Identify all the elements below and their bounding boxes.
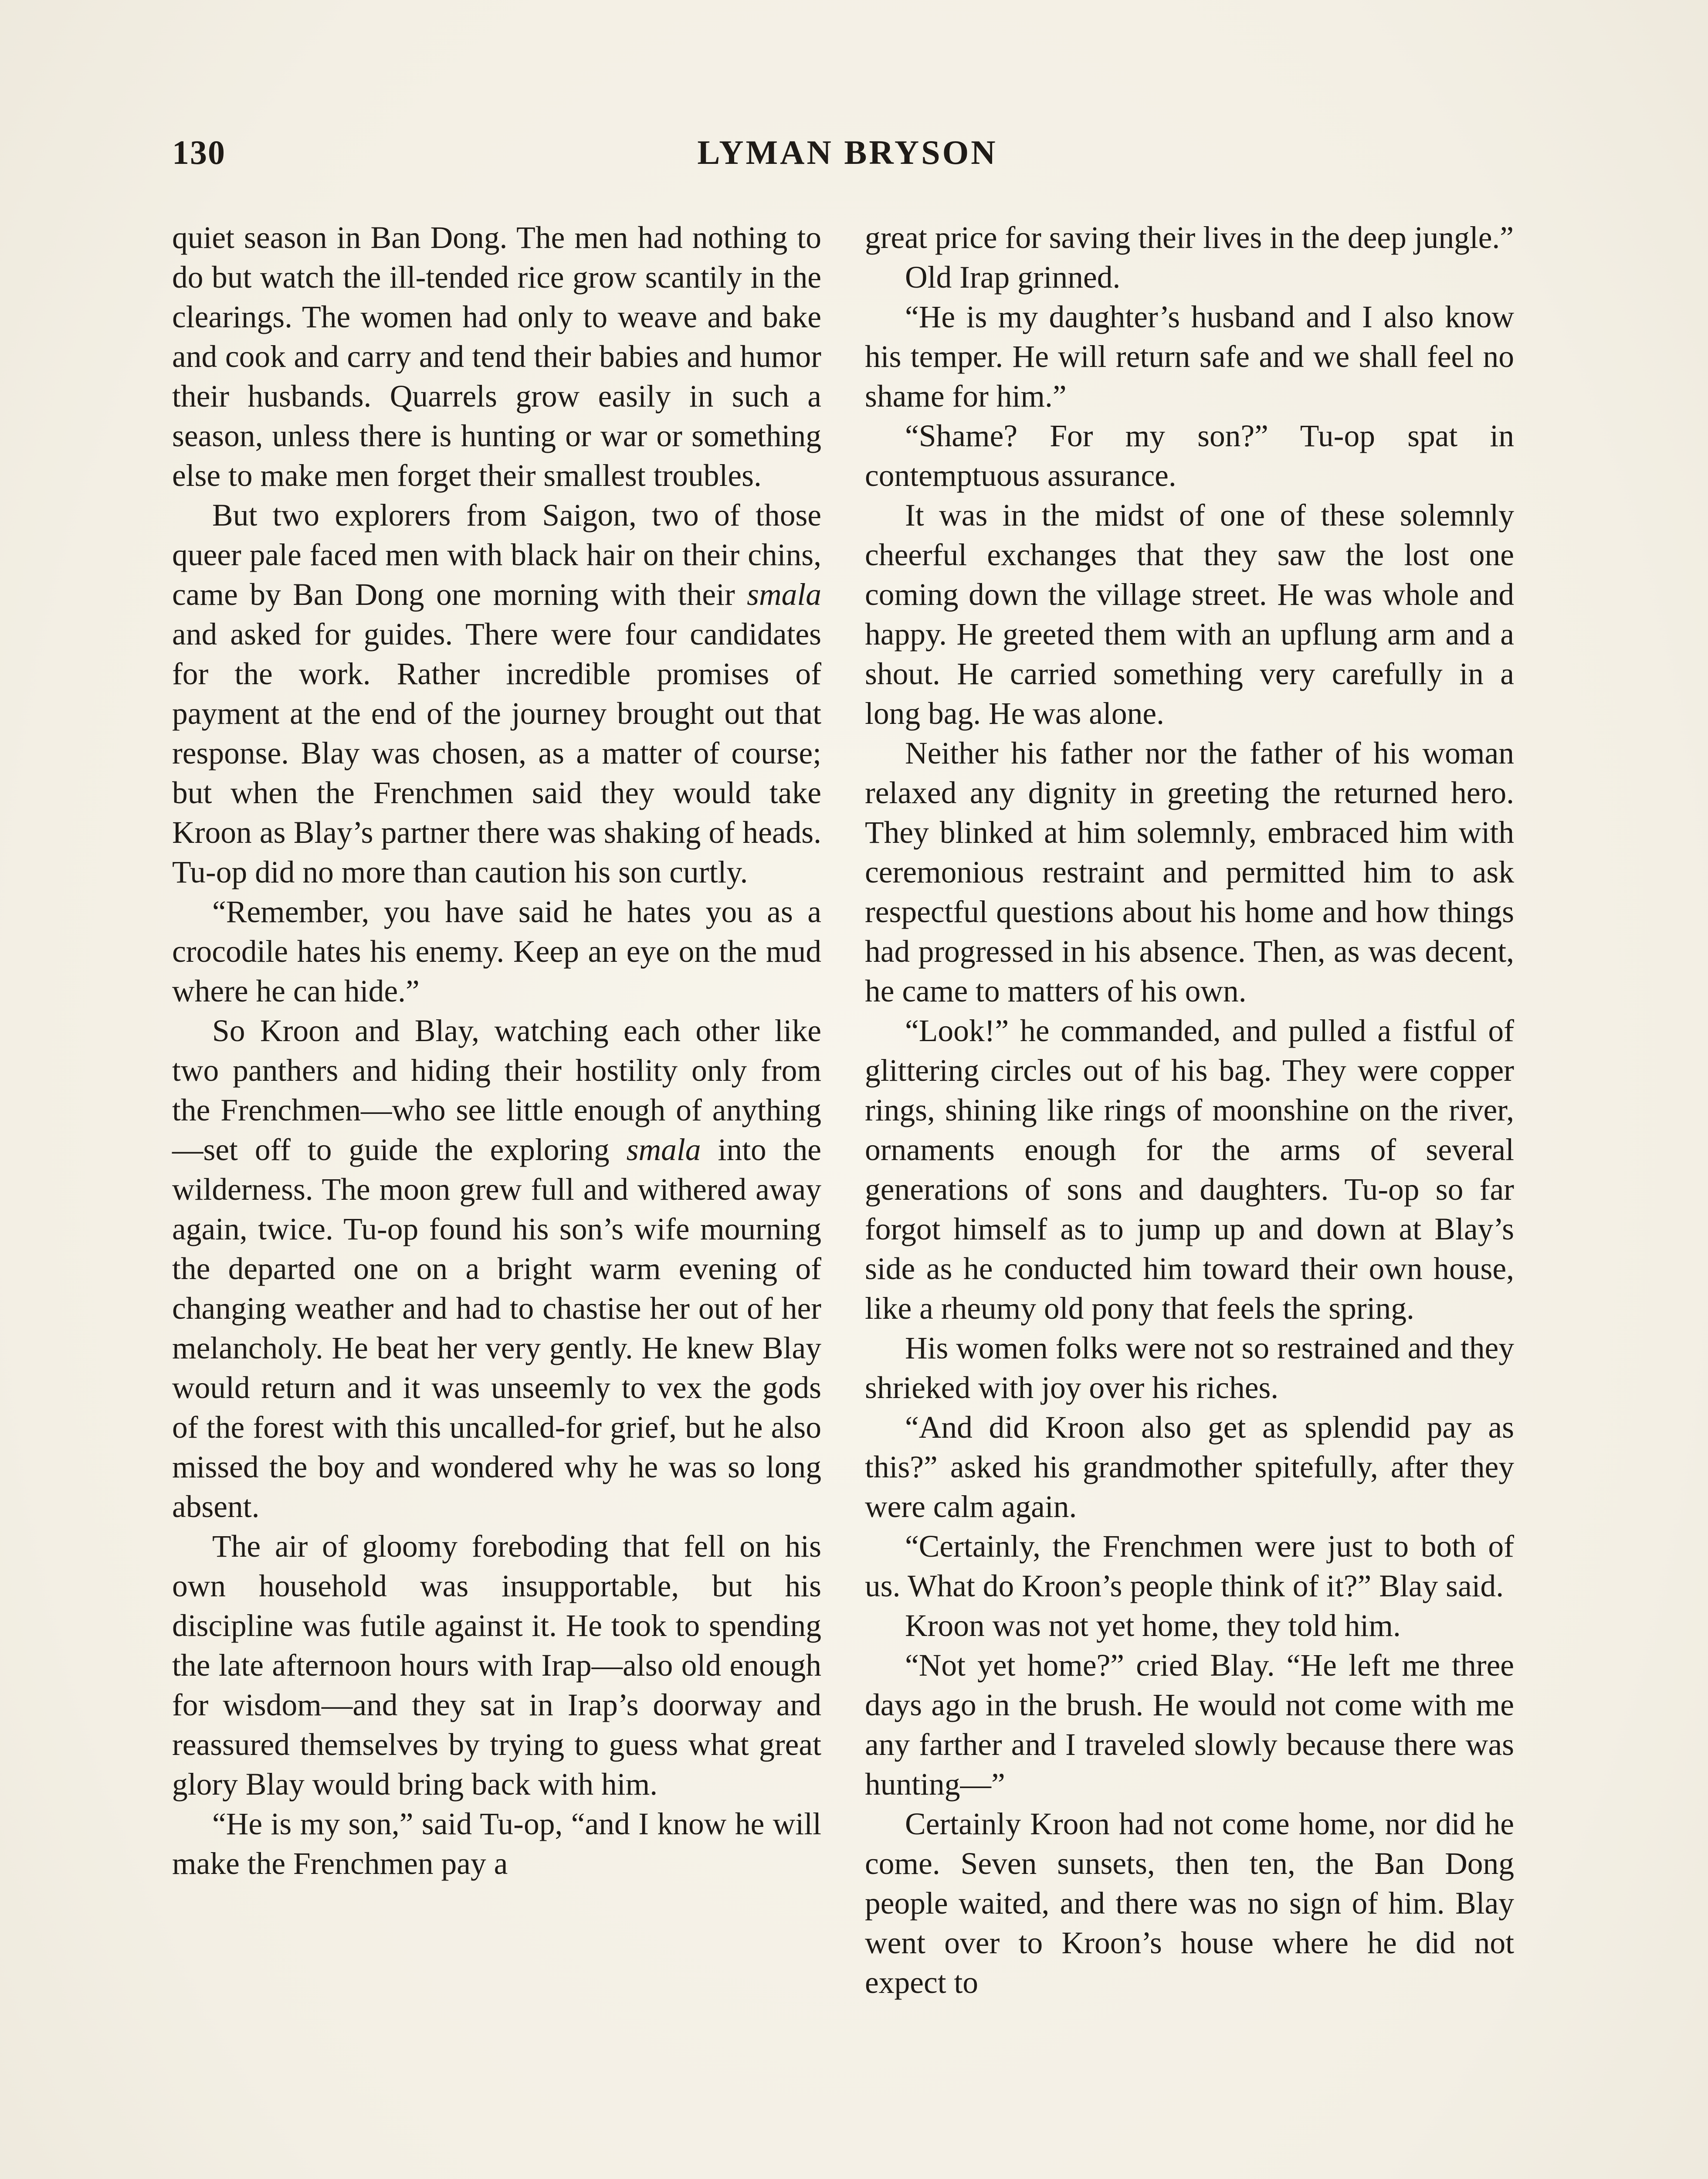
paragraph [172,1011,821,1527]
page-header [172,133,1523,176]
paragraph: great price for saving their lives in the deep jungle.” [865,221,1514,255]
paragraph: Kroon was not yet home, they told him. [905,1609,1401,1643]
paragraph: “Look!” he commanded, and pulled a fistful of glittering circles out of his bag. They were copper rings, shining like rings of moonshine on the river, ornaments enough for the arms of several generations of sons and daughters. Tu-op so far forgot himself as to jump up and down at Blay’s side as he conducted him toward their own house, like a rheumy old pony that feels the spring. [865,1014,1514,1326]
paragraph: “And did Kroon also get as splendid pay as this?” asked his grandmother spitefully, after they were calm again. [865,1410,1514,1524]
paragraph: “He is my daughter’s husband and I also know his temper. He will return safe and we shall feel no shame for him.” [865,300,1514,414]
page-number: 130 [172,133,226,171]
paragraph-text: So Kroon and Blay, watching each other like two panthers and hiding their hostility only from the Frenchmen—who see little enough of anything—set off to guide the exploring [172,1014,821,1167]
paragraph: The air of gloomy foreboding that fell on his own household was insupportable, but his discipline was futile against it. He took to spending the late afternoon hours with Irap—also old enough for wisdom—and they sat in Irap’s doorway and reassured themselves by trying to guess what great glory Blay would bring back with him. [172,1529,821,1802]
paragraph-text: and asked for guides. There were four candidates for the work. Rather incredible promises of payment at the end of the journey brought out that response. Blay was chosen, as a matter of course; but when the Frenchmen said they would take Kroon as Blay’s partner there was shaking of heads. Tu-op did no more than caution his son curtly. [172,617,821,889]
paragraph: “He is my son,” said Tu-op, “and I know he will make the Frenchmen pay a [172,1807,821,1881]
running-head: LYMAN BRYSON [697,133,998,171]
paragraph: His women folks were not so restrained and they shrieked with joy over his riches. [865,1331,1514,1405]
paragraph: “Certainly, the Frenchmen were just to both of us. What do Kroon’s people think of it?” Blay said. [865,1529,1514,1603]
paragraph: Certainly Kroon had not come home, nor did he come. Seven sunsets, then ten, the Ban Dong people waited, and there was no sign of him. Blay went over to Kroon’s house where he did not expect to [865,1807,1514,2000]
paragraph-text: But two explorers from Saigon, two of those queer pale faced men with black hair on their chins, came by Ban Dong one morning with their [172,498,821,612]
paragraph: Old Irap grinned. [905,260,1121,295]
paragraph: Neither his father nor the father of his woman relaxed any dignity in greeting the returned hero. They blinked at him solemnly, embraced him with ceremonious restraint and permitted him to ask respectful questions about his home and how things had progressed in his absence. Then, as was decent, he came to matters of his own. [865,736,1514,1008]
right-column [865,218,1514,2003]
paragraph: “Shame? For my son?” Tu-op spat in contemptuous assurance. [865,419,1514,493]
paragraph: “Remember, you have said he hates you as a crocodile hates his enemy. Keep an eye on the mud where he can hide.” [172,895,821,1008]
paragraph: “Not yet home?” cried Blay. “He left me three days ago in the brush. He would not come with me any farther and I traveled slowly because there was hunting—” [865,1648,1514,1802]
paragraph: It was in the midst of one of these solemnly cheerful exchanges that they saw the lost one coming down the village street. He was whole and happy. He greeted them with an upflung arm and a shout. He carried something very carefully in a long bag. He was alone. [865,498,1514,731]
italic-term: smala [747,577,821,612]
paragraph-text: into the wilderness. The moon grew full and withered away again, twice. Tu-op found his son’s wife mourning the departed one on a bright warm evening of changing weather and had to chastise her out of her melancholy. He beat her very gently. He knew Blay would return and it was unseemly to vex the gods of the forest with this uncalled-for grief, but he also missed the boy and wondered why he was so long absent. [172,1133,821,1524]
paragraph: quiet season in Ban Dong. The men had nothing to do but watch the ill-tended rice grow scantily in the clearings. The women had only to weave and bake and cook and carry and tend their babies and humor their husbands. Quarrels grow easily in such a season, unless there is hunting or war or something else to make men forget their smallest troubles. [172,221,821,493]
left-column [172,218,821,1884]
paragraph [172,496,821,892]
italic-term: smala [626,1133,701,1167]
